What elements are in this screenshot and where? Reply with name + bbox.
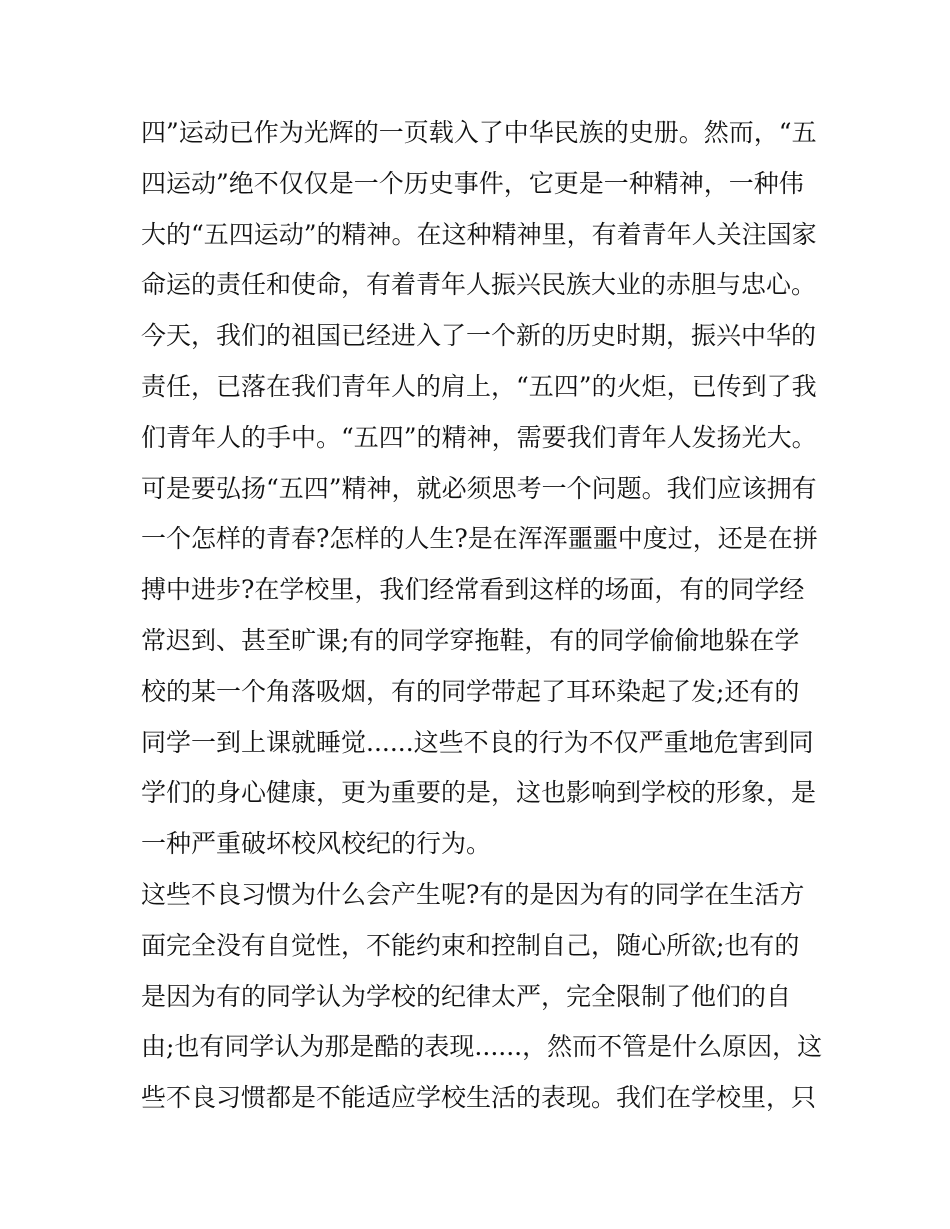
text-line: 些不良习惯都是不能适应学校生活的表现。我们在学校里，只 xyxy=(141,1083,817,1113)
text-line: 们青年人的手中。“五四”的精神，需要我们青年人发扬光大。 xyxy=(141,422,817,452)
text-line: 四运动”绝不仅仅是一个历史事件，它更是一种精神，一种伟 xyxy=(141,168,804,198)
text-line: 今天，我们的祖国已经进入了一个新的历史时期，振兴中华的 xyxy=(141,321,817,351)
text-line: 大的“五四运动”的精神。在这种精神里，有着青年人关注国家 xyxy=(141,219,817,249)
body-text xyxy=(141,108,821,1124)
text-line: 常迟到、甚至旷课;有的同学穿拖鞋，有的同学偷偷地躲在学 xyxy=(141,625,800,655)
text-line: 这些不良习惯为什么会产生呢?有的是因为有的同学在生活方 xyxy=(141,879,805,909)
text-line: 由;也有同学认为那是酷的表现......，然而不管是什么原因，这 xyxy=(141,1032,823,1062)
text-line: 责任，已落在我们青年人的肩上，“五四”的火炬，已传到了我 xyxy=(141,371,817,401)
text-line: 是因为有的同学认为学校的纪律太严，完全限制了他们的自 xyxy=(141,981,792,1011)
text-line: 面完全没有自觉性，不能约束和控制自己，随心所欲;也有的 xyxy=(141,930,800,960)
text-line: 校的某一个角落吸烟，有的同学带起了耳环染起了发;还有的 xyxy=(141,676,800,706)
text-line: 可是要弘扬“五四”精神，就必须思考一个问题。我们应该拥有 xyxy=(141,473,817,503)
text-line: 搏中进步?在学校里，我们经常看到这样的场面，有的同学经 xyxy=(141,575,805,605)
text-line: 一种严重破坏校风校纪的行为。 xyxy=(141,829,492,859)
text-line: 一个怎样的青春?怎样的人生?是在浑浑噩噩中度过，还是在拼 xyxy=(141,524,818,554)
text-line: 四”运动已作为光辉的一页载入了中华民族的史册。然而，“五 xyxy=(141,118,817,147)
text-line: 同学一到上课就睡觉......这些不良的行为不仅严重地危害到同 xyxy=(141,727,814,757)
text-line: 命运的责任和使命，有着青年人振兴民族大业的赤胆与忠心。 xyxy=(141,270,817,300)
text-line: 学们的身心健康，更为重要的是，这也影响到学校的形象，是 xyxy=(141,778,817,808)
